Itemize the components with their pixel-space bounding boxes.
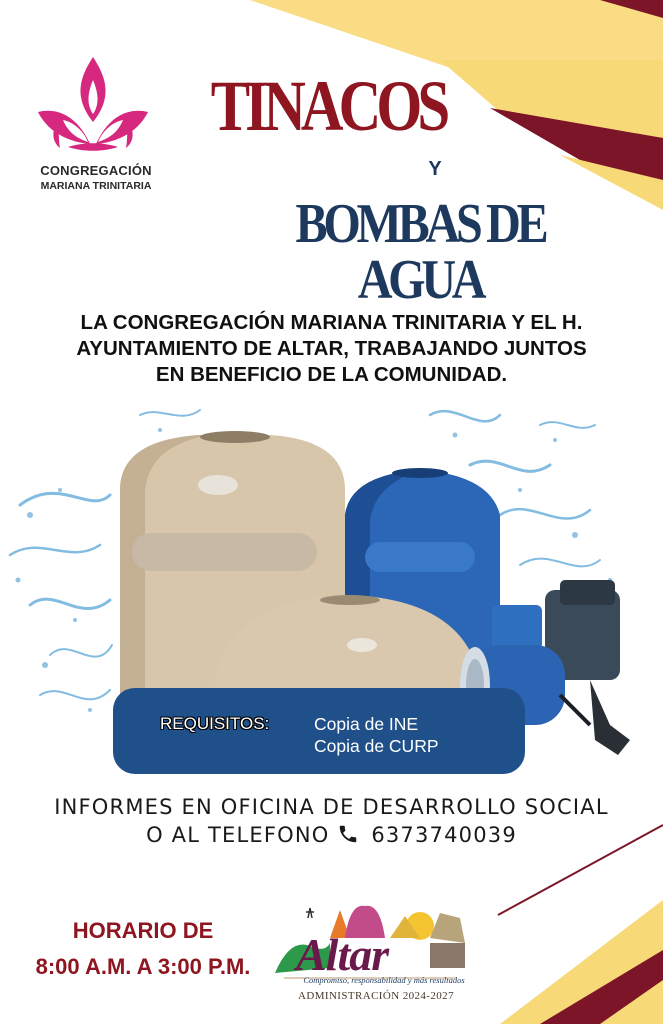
bottom-right-stripes — [470, 820, 663, 1024]
title-connector: Y — [428, 158, 442, 180]
schedule-hours: 8:00 A.M. A 3:00 P.M. — [35, 954, 251, 979]
phone-icon — [337, 823, 359, 845]
requirements-label: REQUISITOS: — [160, 714, 270, 733]
altar-slogan: Compromiso, responsabilidad y más resultados — [303, 975, 465, 985]
title-bombas: BOMBAS DE AGUA — [295, 193, 545, 311]
logo-name-line2: MARIANA TRINITARIA — [40, 180, 152, 192]
altar-wordmark: Altar — [296, 929, 389, 980]
info-line-office: INFORMES EN OFICINA DE DESARROLLO SOCIAL — [54, 795, 609, 819]
contact-info — [20, 793, 643, 849]
lotus-logo-icon — [28, 52, 158, 157]
schedule-label: HORARIO DE — [72, 918, 214, 943]
logo-name-line1: CONGREGACIÓN — [40, 163, 152, 178]
requirement-item: Copia de CURP — [314, 736, 439, 756]
info-line-phone — [20, 821, 643, 849]
requirements-list — [314, 713, 439, 757]
intro-line: EN BENEFICIO DE LA COMUNIDAD. — [155, 363, 508, 386]
altar-administration: ADMINISTRACIÓN 2024-2027 — [298, 990, 454, 1002]
intro-line: LA CONGREGACIÓN MARIANA TRINITARIA Y EL H. — [80, 311, 583, 334]
phone-prefix: O AL TELEFONO — [146, 823, 338, 847]
intro-line: AYUNTAMIENTO DE ALTAR, TRABAJANDO JUNTOS — [76, 337, 587, 360]
title-tinacos: TINACOS — [210, 66, 446, 146]
phone-number[interactable]: 6373740039 — [371, 823, 517, 847]
schedule — [18, 913, 268, 985]
requirement-item: Copia de INE — [314, 714, 419, 734]
intro-text — [30, 310, 633, 388]
